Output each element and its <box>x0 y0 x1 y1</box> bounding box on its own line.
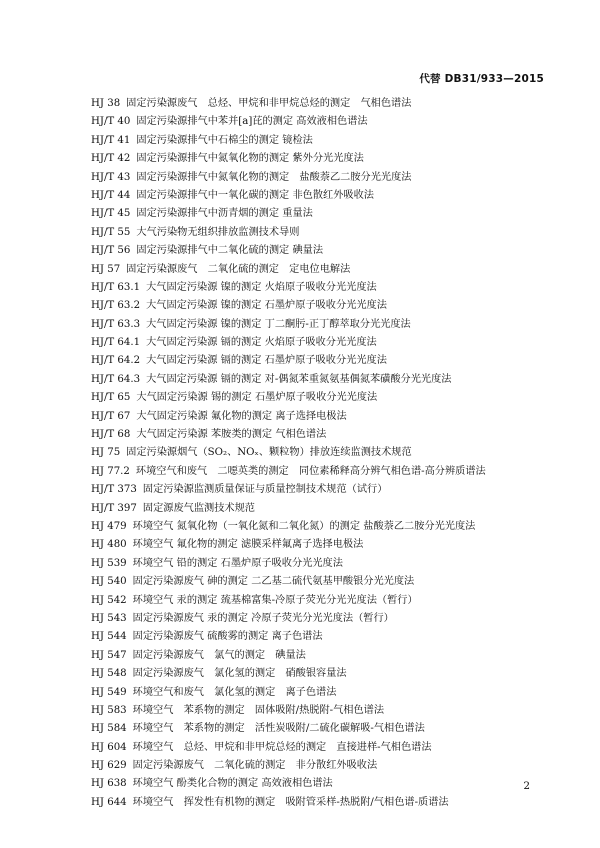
standard-code: HJ 638 <box>91 778 127 790</box>
standard-list-item <box>91 187 551 205</box>
standard-code: HJ/T 55 <box>91 226 131 238</box>
standard-code: HJ/T 65 <box>91 392 131 404</box>
standard-code: HJ 547 <box>91 649 127 661</box>
standard-list-item <box>91 573 551 591</box>
standard-code: HJ/T 41 <box>91 134 131 146</box>
standard-list-item <box>91 555 551 573</box>
standard-title: 固定源废气监测技术规范 <box>142 502 255 514</box>
standard-list-item <box>91 169 551 187</box>
standard-code: HJ 539 <box>91 557 127 569</box>
standard-list-item <box>91 205 551 223</box>
standard-title: 固定污染源废气 砷的测定 二乙基二硫代氨基甲酸银分光光度法 <box>132 576 415 588</box>
standard-title: 固定污染源废气 总烃、甲烷和非甲烷总烃的测定 气相色谱法 <box>126 98 412 109</box>
standard-title: 大气固定污染源 镍的测定 石墨炉原子吸收分光光度法 <box>146 300 387 312</box>
standard-code: HJ 583 <box>91 704 127 716</box>
standard-list-item <box>91 500 551 518</box>
standard-list-item <box>91 481 551 499</box>
standard-code: HJ/T 45 <box>91 208 131 220</box>
standard-list-item <box>91 794 551 812</box>
standard-code: HJ 604 <box>91 741 127 753</box>
standard-list-item <box>91 665 551 683</box>
standard-title: 大气固定污染源 镍的测定 丁二酮肟-正丁醇萃取分光光度法 <box>146 318 411 330</box>
standard-list-item <box>91 132 551 150</box>
standard-code: HJ/T 397 <box>91 502 137 514</box>
standard-code: HJ/T 64.1 <box>91 337 141 349</box>
standard-title: 大气污染物无组织排放监测技术导则 <box>136 226 300 238</box>
standard-title: 环境空气和废气 二噁英类的测定 同位素稀释高分辨气相色谱-高分辨质谱法 <box>135 465 486 477</box>
standard-code: HJ 57 <box>91 263 121 275</box>
standard-list-item <box>91 371 551 389</box>
standard-code: HJ/T 63.2 <box>91 300 141 312</box>
standard-title: 固定污染源排气中石棉尘的测定 镜检法 <box>136 134 313 146</box>
standard-code: HJ/T 42 <box>91 153 131 165</box>
standard-title: 固定污染源烟气（SO₂、NOₓ、颗粒物）排放连续监测技术规范 <box>126 447 412 459</box>
standard-title: 固定污染源废气 氯气的测定 碘量法 <box>132 649 306 661</box>
standard-title: 固定污染源排气中二氧化硫的测定 碘量法 <box>136 245 324 257</box>
standard-title: 环境空气 氮氧化物（一氧化氮和二氧化氮）的测定 盐酸萘乙二胺分光光度法 <box>132 520 476 532</box>
standard-title: 固定污染源排气中氮氧化物的测定 盐酸萘乙二胺分光光度法 <box>136 171 412 183</box>
standard-list-item <box>91 224 551 242</box>
standard-title: 大气固定污染源 氟化物的测定 离子选择电极法 <box>136 410 347 422</box>
standard-code: HJ/T 64.3 <box>91 373 141 385</box>
standard-list-item <box>91 297 551 315</box>
standard-code: HJ 543 <box>91 612 127 624</box>
standard-title: 固定污染源废气 氯化氢的测定 硝酸银容量法 <box>132 668 347 680</box>
standard-title: 固定污染源排气中一氧化碳的测定 非色散红外吸收法 <box>136 189 374 201</box>
standard-title: 固定污染源排气中氮氧化物的测定 紫外分光光度法 <box>136 153 364 165</box>
standard-code: HJ 629 <box>91 760 127 772</box>
standard-title: 大气固定污染源 镍的测定 火焰原子吸收分光光度法 <box>146 281 377 293</box>
standard-code: HJ/T 40 <box>91 116 131 128</box>
standard-code: HJ 75 <box>91 447 121 459</box>
standards-list <box>91 95 551 812</box>
standard-code: HJ 479 <box>91 520 127 532</box>
standard-title: 固定污染源废气 二氧化硫的测定 非分散红外吸收法 <box>132 760 378 772</box>
standard-code: HJ/T 64.2 <box>91 355 141 367</box>
standard-title: 大气固定污染源 镉的测定 火焰原子吸收分光光度法 <box>146 337 377 349</box>
standard-list-item <box>91 739 551 757</box>
standard-code: HJ 77.2 <box>91 465 130 477</box>
standard-title: 固定污染源排气中苯并[a]芘的测定 高效液相色谱法 <box>136 116 368 128</box>
standard-list-item <box>91 536 551 554</box>
standard-list-item <box>91 389 551 407</box>
standard-code: HJ/T 63.3 <box>91 318 141 330</box>
standard-list-item <box>91 261 551 279</box>
standard-list-item <box>91 628 551 646</box>
standard-code: HJ 544 <box>91 631 127 643</box>
standard-code: HJ 548 <box>91 668 127 680</box>
standard-title: 环境空气 氟化物的测定 滤膜采样氟离子选择电极法 <box>132 539 364 551</box>
standard-list-item <box>91 757 551 775</box>
standard-code: HJ/T 43 <box>91 171 131 183</box>
standard-list-item <box>91 279 551 297</box>
standard-list-item <box>91 463 551 481</box>
standard-title: 环境空气 酚类化合物的测定 高效液相色谱法 <box>132 778 333 790</box>
standard-title: 固定污染源监测质量保证与质量控制技术规范（试行） <box>142 484 388 496</box>
standard-list-item <box>91 592 551 610</box>
page-number: 2 <box>523 780 530 792</box>
standard-list-item <box>91 647 551 665</box>
standard-code: HJ/T 67 <box>91 410 131 422</box>
standard-list-item <box>91 113 551 131</box>
document-code-header: 代替 DB31/933—2015 <box>419 73 544 85</box>
standard-list-item <box>91 334 551 352</box>
standard-title: 大气固定污染源 锡的测定 石墨炉原子吸收分光光度法 <box>136 392 378 404</box>
standard-code: HJ 480 <box>91 539 127 551</box>
standard-title: 固定污染源废气 汞的测定 冷原子荧光分光光度法（暂行） <box>132 612 394 624</box>
standard-code: HJ/T 56 <box>91 245 131 257</box>
standard-title: 环境空气 挥发性有机物的测定 吸附管采样-热脱附/气相色谱-质谱法 <box>132 796 449 808</box>
standard-list-item <box>91 444 551 462</box>
standard-title: 固定污染源排气中沥青烟的测定 重量法 <box>136 208 313 220</box>
standard-code: HJ 540 <box>91 576 127 588</box>
standard-title: 环境空气和废气 氯化氢的测定 离子色谱法 <box>132 686 337 698</box>
standard-title: 固定污染源废气 硫酸雾的测定 离子色谱法 <box>132 631 323 643</box>
standard-title: 环境空气 汞的测定 巯基棉富集-冷原子荧光分光光度法（暂行） <box>132 594 418 606</box>
standard-code: HJ 38 <box>91 98 121 109</box>
standard-list-item <box>91 352 551 370</box>
standard-code: HJ/T 44 <box>91 189 131 201</box>
standard-title: 固定污染源废气 二氧化硫的测定 定电位电解法 <box>126 263 351 275</box>
standard-title: 大气固定污染源 镉的测定 石墨炉原子吸收分光光度法 <box>146 355 387 367</box>
standard-list-item <box>91 426 551 444</box>
standard-list-item <box>91 150 551 168</box>
standard-list-item <box>91 408 551 426</box>
standard-list-item <box>91 610 551 628</box>
standard-title: 大气固定污染源 苯胺类的测定 气相色谱法 <box>136 429 327 441</box>
standard-list-item <box>91 720 551 738</box>
standard-code: HJ/T 373 <box>91 484 137 496</box>
standard-code: HJ 644 <box>91 796 127 808</box>
standard-title: 环境空气 苯系物的测定 活性炭吸附/二硫化碳解吸-气相色谱法 <box>132 723 425 735</box>
standard-list-item <box>91 518 551 536</box>
standard-list-item <box>91 702 551 720</box>
standard-list-item <box>91 95 551 113</box>
standard-code: HJ/T 63.1 <box>91 281 141 293</box>
standard-code: HJ 549 <box>91 686 127 698</box>
standard-code: HJ 542 <box>91 594 127 606</box>
standard-list-item <box>91 316 551 334</box>
standard-code: HJ 584 <box>91 723 127 735</box>
standard-title: 环境空气 总烃、甲烷和非甲烷总烃的测定 直接进样-气相色谱法 <box>132 741 432 753</box>
standard-title: 环境空气 苯系物的测定 固体吸附/热脱附-气相色谱法 <box>132 704 385 716</box>
standard-title: 大气固定污染源 镉的测定 对-偶氮苯重氮氨基偶氮苯磺酸分光光度法 <box>146 373 452 385</box>
standard-list-item <box>91 242 551 260</box>
standard-list-item <box>91 684 551 702</box>
standard-list-item <box>91 775 551 793</box>
standard-code: HJ/T 68 <box>91 429 131 441</box>
standard-title: 环境空气 铅的测定 石墨炉原子吸收分光光度法 <box>132 557 343 569</box>
